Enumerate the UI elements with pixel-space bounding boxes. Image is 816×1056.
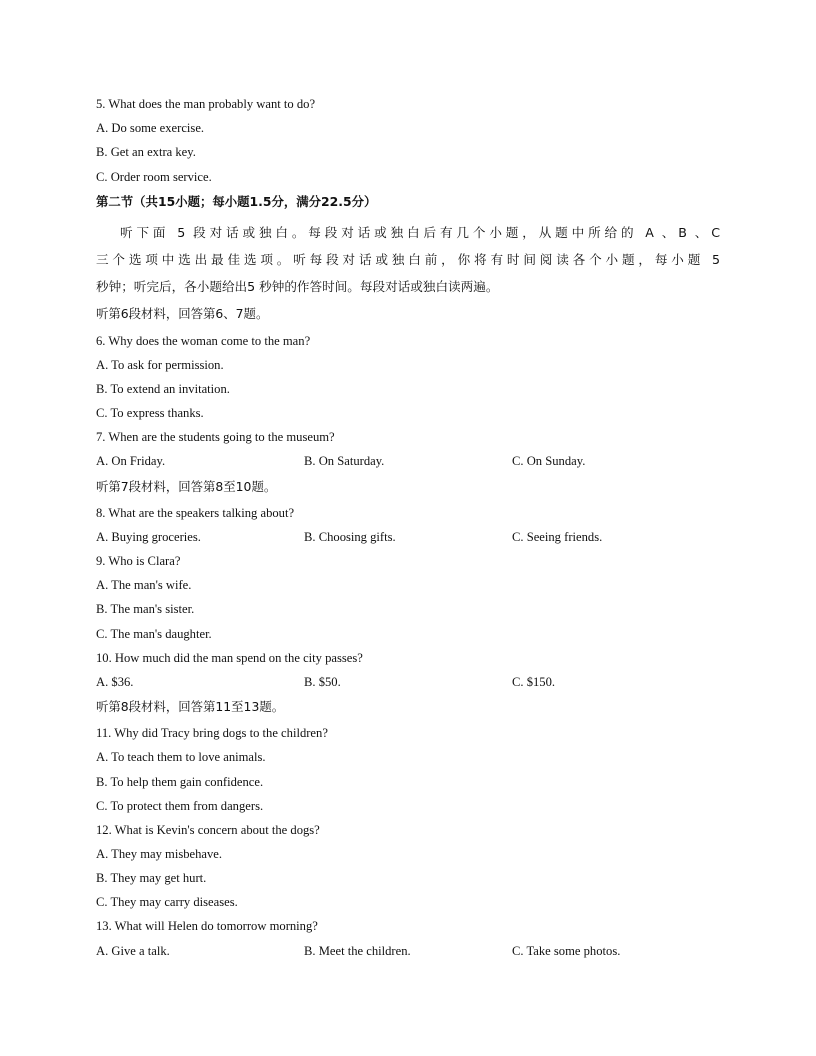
question-5-option-c: C. Order room service.: [96, 170, 212, 184]
question-11-option-c: C. To protect them from dangers.: [96, 799, 264, 813]
question-9-option-b: B. The man's sister.: [96, 602, 195, 616]
question-7-option-b: B. On Saturday.: [304, 454, 385, 468]
material-6-heading: 听第6段材料，回答第6、7题。: [96, 306, 269, 321]
question-6-option-a: A. To ask for permission.: [96, 358, 224, 372]
question-8: 8. What are the speakers talking about?: [96, 506, 295, 520]
question-10-option-c: C. $150.: [512, 675, 556, 689]
question-6-option-c: C. To express thanks.: [96, 406, 204, 420]
question-11: 11. Why did Tracy bring dogs to the children?: [96, 726, 328, 740]
question-12-option-b: B. They may get hurt.: [96, 871, 207, 885]
question-8-option-a: A. Buying groceries.: [96, 530, 201, 544]
question-13-option-c: C. Take some photos.: [512, 944, 621, 958]
question-7-option-c: C. On Sunday.: [512, 454, 586, 468]
material-8-heading: 听第8段材料，回答第11至13题。: [96, 699, 285, 714]
question-13: 13. What will Helen do tomorrow morning?: [96, 919, 318, 933]
question-8-option-b: B. Choosing gifts.: [304, 530, 396, 544]
question-6-option-b: B. To extend an invitation.: [96, 382, 230, 396]
question-10: 10. How much did the man spend on the city passes?: [96, 651, 363, 665]
question-5: 5. What does the man probably want to do?: [96, 97, 316, 111]
question-12-option-a: A. They may misbehave.: [96, 847, 223, 861]
question-11-option-b: B. To help them gain confidence.: [96, 775, 264, 789]
question-11-option-a: A. To teach them to love animals.: [96, 750, 266, 764]
section-2-instructions-line-3: 秒钟；听完后，各小题给出5 秒钟的作答时间。每段对话或独白读两遍。: [96, 279, 499, 294]
question-12-option-c: C. They may carry diseases.: [96, 895, 238, 909]
section-2-heading: 第二节（共15小题；每小题1.5分，满分22.5分）: [96, 194, 377, 209]
question-7: 7. When are the students going to the museum?: [96, 430, 335, 444]
question-9-option-a: A. The man's wife.: [96, 578, 192, 592]
question-10-option-a: A. $36.: [96, 675, 134, 689]
question-12: 12. What is Kevin's concern about the dogs?: [96, 823, 320, 837]
question-13-option-b: B. Meet the children.: [304, 944, 411, 958]
question-10-option-b: B. $50.: [304, 675, 341, 689]
question-7-option-a: A. On Friday.: [96, 454, 166, 468]
section-2-instructions-line-2: 三个选项中选出最佳选项。听每段对话或独白前，你将有时间阅读各个小题，每小题 5: [96, 252, 720, 267]
question-9-option-c: C. The man's daughter.: [96, 627, 212, 641]
section-2-instructions-line-1: 听下面 5 段对话或独白。每段对话或独白后有几个小题，从题中所给的 A 、B 、C: [120, 225, 720, 240]
question-9: 9. Who is Clara?: [96, 554, 181, 568]
question-5-option-a: A. Do some exercise.: [96, 121, 205, 135]
question-13-option-a: A. Give a talk.: [96, 944, 170, 958]
question-6: 6. Why does the woman come to the man?: [96, 334, 311, 348]
question-5-option-b: B. Get an extra key.: [96, 145, 196, 159]
material-7-heading: 听第7段材料，回答第8至10题。: [96, 479, 277, 494]
question-8-option-c: C. Seeing friends.: [512, 530, 603, 544]
